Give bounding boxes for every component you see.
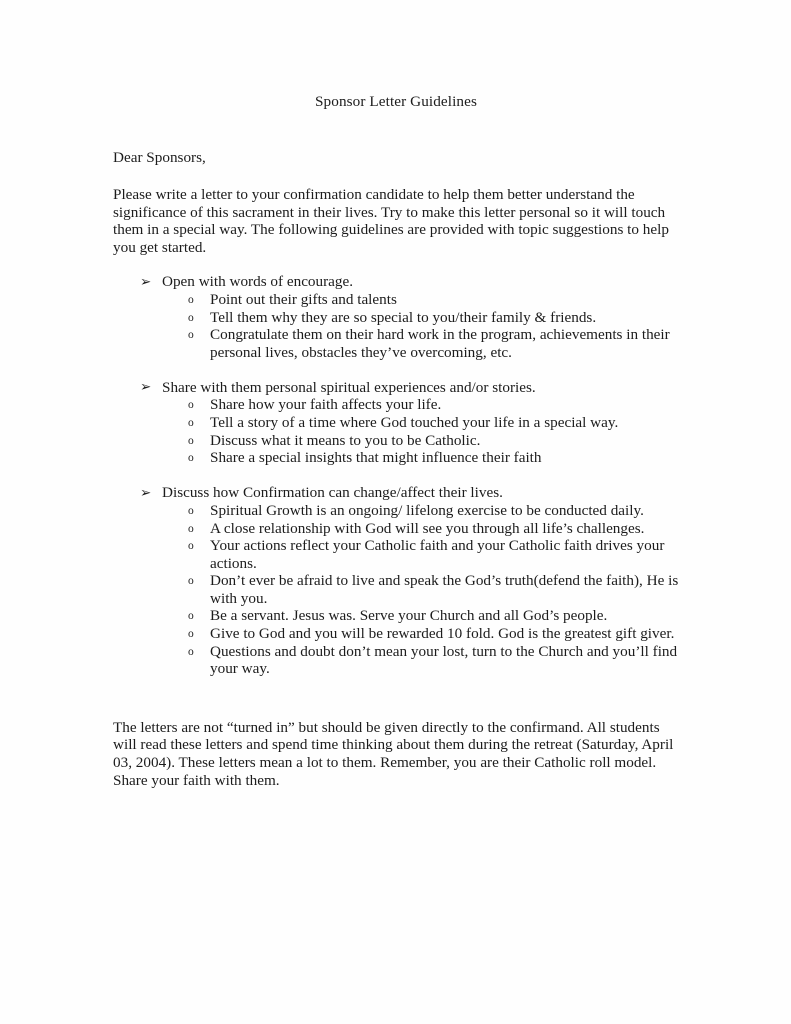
circle-bullet-icon: o xyxy=(188,452,194,465)
list-item xyxy=(113,396,679,414)
list-item xyxy=(113,309,679,327)
list-item xyxy=(113,291,679,309)
guideline-sub-list xyxy=(113,502,679,678)
circle-bullet-icon: o xyxy=(188,575,194,588)
list-item xyxy=(113,537,679,572)
list-item-text: A close relationship with God will see you through all life’s challenges. xyxy=(210,519,645,537)
list-item xyxy=(113,432,679,450)
guideline-group xyxy=(113,484,679,678)
circle-bullet-icon: o xyxy=(188,610,194,623)
guideline-group-heading xyxy=(113,379,679,397)
list-item-text: Congratulate them on their hard work in the program, achievements in their personal lives, obstacles they’ve overcoming, etc. xyxy=(210,326,670,361)
closing-block xyxy=(113,719,679,789)
list-item xyxy=(113,643,679,678)
guideline-group-heading-text: Open with words of encourage. xyxy=(162,273,354,291)
circle-bullet-icon: o xyxy=(188,417,194,430)
page-title: Sponsor Letter Guidelines xyxy=(315,93,477,110)
guideline-sub-list xyxy=(113,396,679,466)
list-item xyxy=(113,625,679,643)
circle-bullet-icon: o xyxy=(188,628,194,641)
list-item-text: Share a special insights that might influence their faith xyxy=(210,449,542,467)
circle-bullet-icon: o xyxy=(188,434,194,447)
list-item xyxy=(113,607,679,625)
document-body xyxy=(113,0,679,789)
circle-bullet-icon: o xyxy=(188,540,194,553)
guideline-group xyxy=(113,273,679,361)
list-item-text: Be a servant. Jesus was. Serve your Church and all God’s people. xyxy=(210,607,608,625)
closing-paragraph: The letters are not “turned in” but should be given directly to the confirmand. All students will read these letters and spend time thinking about them during the retreat (Saturday, April 03, 2004). These letters mean a lot to them. Remember, you are their Catholic roll model. Share your faith with them. xyxy=(113,718,674,789)
list-item xyxy=(113,520,679,538)
salutation: Dear Sponsors, xyxy=(113,148,206,166)
arrow-bullet-icon: ➢ xyxy=(140,274,152,290)
list-item xyxy=(113,572,679,607)
list-item xyxy=(113,326,679,361)
guideline-group-heading-text: Discuss how Confirmation can change/affect their lives. xyxy=(162,484,503,502)
guideline-group-heading xyxy=(113,273,679,291)
circle-bullet-icon: o xyxy=(188,399,194,412)
guidelines-list xyxy=(113,273,679,677)
arrow-bullet-icon: ➢ xyxy=(140,380,152,396)
circle-bullet-icon: o xyxy=(188,504,194,517)
list-item xyxy=(113,414,679,432)
list-item xyxy=(113,502,679,520)
arrow-bullet-icon: ➢ xyxy=(140,485,152,501)
circle-bullet-icon: o xyxy=(188,311,194,324)
list-item-text: Give to God and you will be rewarded 10 fold. God is the greatest gift giver. xyxy=(210,625,675,643)
list-item-text: Questions and doubt don’t mean your lost, turn to the Church and you’ll find your way. xyxy=(210,642,678,678)
list-item-text: Share how your faith affects your life. xyxy=(210,396,442,414)
circle-bullet-icon: o xyxy=(188,293,194,306)
guideline-group xyxy=(113,379,679,467)
intro-paragraph: Please write a letter to your confirmation candidate to help them better understand the significance of this sacrament in their lives. Try to make this letter personal so it will touch them in a special way. The following guidelines are provided with topic suggestions to help you get started. xyxy=(113,186,669,256)
guideline-group-heading-text: Share with them personal spiritual experiences and/or stories. xyxy=(162,378,536,396)
list-item-text: Tell a story of a time where God touched your life in a special way. xyxy=(210,414,619,432)
list-item-text: Don’t ever be afraid to live and speak the God’s truth(defend the faith), He is with you. xyxy=(210,572,679,607)
circle-bullet-icon: o xyxy=(188,645,194,658)
guideline-group-heading xyxy=(113,484,679,502)
guideline-sub-list xyxy=(113,291,679,361)
list-item-text: Your actions reflect your Catholic faith and your Catholic faith drives your actions. xyxy=(210,537,665,572)
list-item-text: Tell them why they are so special to you/their family & friends. xyxy=(210,308,597,326)
list-item-text: Spiritual Growth is an ongoing/ lifelong exercise to be conducted daily. xyxy=(210,501,644,519)
list-item-text: Point out their gifts and talents xyxy=(210,290,397,308)
circle-bullet-icon: o xyxy=(188,329,194,342)
list-item-text: Discuss what it means to you to be Catholic. xyxy=(210,431,481,449)
circle-bullet-icon: o xyxy=(188,522,194,535)
list-item xyxy=(113,449,679,467)
